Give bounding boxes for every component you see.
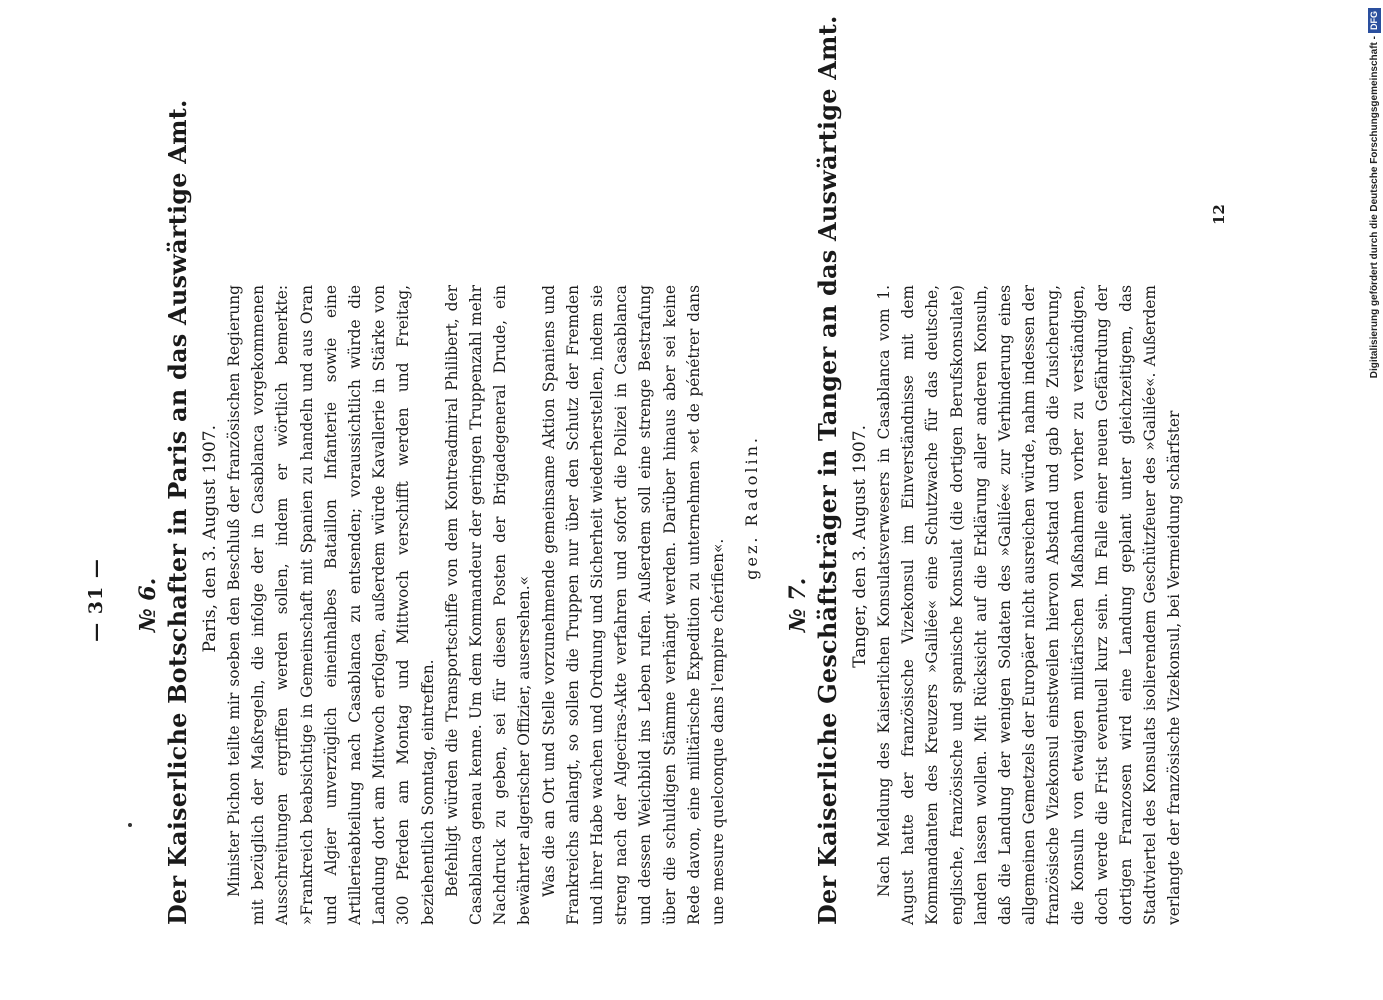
digitization-credit — [1367, 8, 1381, 992]
book-page — [50, 15, 1290, 925]
scan-speck — [128, 823, 132, 827]
document-number: № 6. — [135, 577, 161, 633]
document-number: № 7. — [785, 577, 811, 633]
credit-text: Digitalisierung gefördert durch die Deutsche Forschungsgemeinschaft - — [1368, 36, 1380, 379]
document-paragraph: Was die an Ort und Stelle vorzunehmende gemeinsame Aktion Spaniens und Frankreichs anlangt, so sollen die Truppen nur über den Schutz der Fremden und ihrer Habe wachen und Ordnung und Sicherheit wiederherstellen, indem sie streng nach der Algeciras-Akte verfahren und sofort die Polizei in Casablanca und dessen Weichbild ins Leben rufen. Außerdem soll eine strenge Bestrafung über die schuldigen Stämme verhängt werden. Darüber hinaus aber sei keine Rede davon, eine militärische Expedition zu unternehmen »et de pénétrer dans une mesure quelconque dans l'empire chérifien«. — [539, 285, 728, 925]
signature: gez. Radolin. — [742, 435, 762, 580]
document-paragraph: Nach Meldung des Kaiserlichen Konsulatsverwesers in Casablanca vom 1. August hatte der französische Vizekonsul im Einverständnisse mit dem Kommandanten des Kreuzers »Galilée« eine Schutzwache für das deutsche, englische, französische und spanische Konsulat (die dortigen Berufskonsulate) landen lassen wollen. Mit Rücksicht auf die Erklärung aller anderen Konsuln, daß die Landung der wenigen Soldaten des »Galilée« zur Verhinderung eines allgemeinen Gemetzels der Europäer nicht ausreichen würde, nahm indessen der französische Vizekonsul einstweilen hiervon Abstand und gab die Zusicherung, die Konsuln von etwaigen militärischen Maßnahmen vorher zu verständigen, doch werde die Frist eventuell kurz sein. Im Falle einer neuen Gefährdung der dortigen Franzosen wird eine Landung geplant unter gleichzeitigem, das Stadtviertel des Konsulats isolierendem Geschützfeuer des »Galilée«. Außerdem verlangte der französische Vizekonsul, bei Vermeidung schärfster — [875, 285, 1184, 925]
dfg-logo-icon: DFG — [1368, 8, 1381, 33]
document-title: Der Kaiserliche Geschäftsträger in Tanger an das Auswärtige Amt. — [813, 15, 842, 925]
document-dateline: Tanger, den 3. August 1907. — [850, 425, 870, 668]
document-paragraph: Minister Pichon teilte mir soeben den Beschluß der französischen Regierung mit bezüglich der Maßregeln, die infolge der in Casablanca vorgekommenen Ausschreitungen ergriffen werden sollen, indem er wörtlich bemerkte: »Frankreich beabsichtige in Gemeinschaft mit Spanien zu handeln und aus Oran und Algier unverzüglich eineinhalbes Bataillon Infanterie sowie eine Artillerieabteilung nach Casablanca zu entsenden; voraussichtlich würde die Landung dort am Mittwoch erfolgen, außerdem würde Kavallerie in Stärke von 300 Pferden am Montag und Mittwoch verschifft werden und Freitag, beziehentlich Sonntag, eintreffen. — [225, 285, 437, 925]
document-dateline: Paris, den 3. August 1907. — [200, 425, 220, 653]
document-title: Der Kaiserliche Botschafter in Paris an das Auswärtige Amt. — [163, 99, 192, 925]
sheet-number: 12 — [1210, 204, 1228, 225]
document-paragraph: Befehligt würden die Transportschiffe von dem Kontreadmiral Philibert, der Casablanca genau kenne. Um dem Kommandeur der geringen Truppenzahl mehr Nachdruck zu geben, sei für diesen Posten der Brigadegeneral Drude, ein bewährter algerischer Offizier, ausersehen.« — [442, 285, 534, 925]
document-6 — [135, 99, 762, 925]
document-7 — [785, 15, 1187, 925]
page-number: — 31 — — [85, 558, 107, 642]
